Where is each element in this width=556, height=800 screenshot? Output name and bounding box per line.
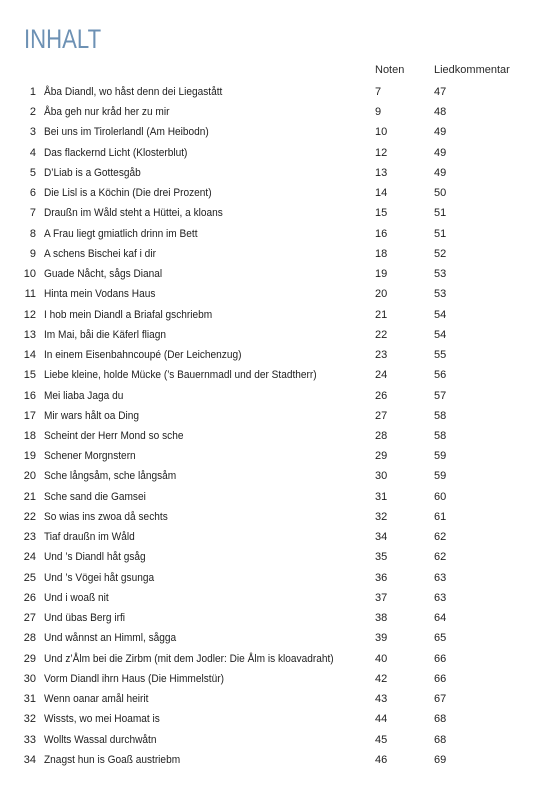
noten-page-number: 24 bbox=[375, 369, 388, 382]
entry-number: 5 bbox=[29, 166, 36, 179]
list-item bbox=[0, 365, 556, 385]
song-title-text: Wollts Wassal durchwåtn bbox=[44, 733, 157, 746]
list-item bbox=[0, 446, 556, 466]
noten-page-number: 38 bbox=[375, 612, 388, 625]
liedkommentar-page-number: 58 bbox=[434, 429, 447, 442]
noten-page-number: 15 bbox=[375, 207, 388, 220]
noten-page-number: 43 bbox=[375, 693, 388, 706]
song-title-text: Wissts, wo mei Hoamat is bbox=[44, 713, 160, 726]
noten-page-number: 40 bbox=[375, 652, 388, 665]
entry-number: 31 bbox=[23, 693, 36, 706]
liedkommentar-page-number: 59 bbox=[434, 470, 447, 483]
song-title-text: Åba Diandl, wo håst denn dei Liegastått bbox=[44, 86, 223, 98]
song-title-text: Hinta mein Vodans Haus bbox=[44, 288, 156, 301]
song-title bbox=[44, 649, 359, 669]
liedkommentar-page-number: 49 bbox=[434, 146, 447, 159]
song-title-text: Und wånnst an Himml, sågga bbox=[44, 632, 177, 645]
noten-page-number: 26 bbox=[375, 389, 388, 402]
noten-page-number: 12 bbox=[375, 146, 388, 159]
song-title bbox=[44, 244, 166, 264]
song-title-text: Und ’s Vögei håt gsunga bbox=[44, 571, 155, 584]
noten-page-number: 46 bbox=[375, 753, 388, 766]
entry-number: 28 bbox=[23, 632, 36, 645]
song-title bbox=[44, 730, 166, 750]
entry-number: 23 bbox=[23, 531, 36, 544]
noten-page-number: 35 bbox=[375, 551, 388, 564]
noten-page-number: 29 bbox=[375, 450, 388, 463]
song-title bbox=[44, 102, 180, 122]
liedkommentar-page-number: 49 bbox=[434, 166, 447, 179]
liedkommentar-page-number: 54 bbox=[434, 308, 447, 321]
liedkommentar-page-number: 68 bbox=[434, 733, 447, 746]
noten-page-number: 19 bbox=[375, 268, 388, 281]
list-item bbox=[0, 305, 556, 325]
entry-number: 17 bbox=[23, 409, 36, 422]
list-item bbox=[0, 102, 556, 122]
song-title bbox=[44, 224, 211, 244]
song-title bbox=[44, 588, 114, 608]
liedkommentar-page-number: 67 bbox=[434, 693, 447, 706]
entry-number: 8 bbox=[29, 227, 36, 240]
song-title bbox=[44, 709, 170, 729]
song-title bbox=[44, 82, 238, 102]
noten-page-number: 20 bbox=[375, 288, 388, 301]
liedkommentar-page-number: 69 bbox=[434, 753, 447, 766]
song-title-text: Und i woaß nit bbox=[44, 591, 109, 604]
liedkommentar-page-number: 57 bbox=[434, 389, 447, 402]
song-title-text: Und z’Ålm bei die Zirbm (mit dem Jodler: Die Ålm is kloavadraht) bbox=[44, 652, 334, 665]
list-item bbox=[0, 628, 556, 648]
list-item bbox=[0, 547, 556, 567]
noten-page-number: 32 bbox=[375, 510, 388, 523]
liedkommentar-page-number: 65 bbox=[434, 632, 447, 645]
liedkommentar-page-number: 54 bbox=[434, 328, 447, 341]
song-title-text: Und ’s Diandl håt gsåg bbox=[44, 551, 146, 564]
entry-number: 10 bbox=[23, 268, 36, 281]
liedkommentar-page-number: 62 bbox=[434, 531, 447, 544]
list-item bbox=[0, 649, 556, 669]
entry-number: 32 bbox=[23, 713, 36, 726]
liedkommentar-page-number: 68 bbox=[434, 713, 447, 726]
liedkommentar-page-number: 64 bbox=[434, 612, 447, 625]
song-title bbox=[44, 547, 154, 567]
song-title-text: Guade Nåcht, sågs Dianal bbox=[44, 268, 163, 281]
list-item bbox=[0, 203, 556, 223]
song-title-text: Im Mai, båi die Käferl fliagn bbox=[44, 328, 167, 341]
song-title-text: Schener Morgnstern bbox=[44, 450, 136, 463]
noten-page-number: 36 bbox=[375, 571, 388, 584]
noten-page-number: 27 bbox=[375, 409, 388, 422]
liedkommentar-page-number: 66 bbox=[434, 672, 447, 685]
song-title-text: Sche långsåm, sche långsåm bbox=[44, 470, 177, 483]
song-title bbox=[44, 689, 158, 709]
song-title bbox=[44, 669, 240, 689]
song-title bbox=[44, 264, 172, 284]
noten-page-number: 9 bbox=[375, 106, 382, 119]
song-title bbox=[44, 203, 238, 223]
list-item bbox=[0, 406, 556, 426]
entry-number: 22 bbox=[23, 510, 36, 523]
song-title-text: So wias ins zwoa då sechts bbox=[44, 510, 168, 523]
song-title bbox=[44, 143, 200, 163]
entry-number: 18 bbox=[23, 429, 36, 442]
entry-number: 7 bbox=[29, 207, 36, 220]
liedkommentar-page-number: 50 bbox=[434, 187, 447, 200]
entry-number: 19 bbox=[23, 450, 36, 463]
song-title-text: Liebe kleine, holde Mücke (’s Bauernmadl und der Stadtherr) bbox=[44, 369, 317, 382]
song-title bbox=[44, 406, 147, 426]
liedkommentar-page-number: 52 bbox=[434, 247, 447, 260]
song-title bbox=[44, 750, 192, 770]
song-title-text: Und übas Berg irfi bbox=[44, 612, 126, 625]
song-title-text: Mir wars hålt oa Ding bbox=[44, 409, 140, 422]
liedkommentar-page-number: 58 bbox=[434, 409, 447, 422]
noten-page-number: 14 bbox=[375, 187, 388, 200]
entry-number: 33 bbox=[23, 733, 36, 746]
song-title-text: Åba geh nur kråd her zu mir bbox=[44, 106, 170, 119]
entry-number: 16 bbox=[23, 389, 36, 402]
song-title-text: Das flackernd Licht (Klosterblut) bbox=[44, 146, 188, 159]
song-title-text: Sche sand die Gamsei bbox=[44, 490, 146, 503]
list-item bbox=[0, 487, 556, 507]
noten-page-number: 34 bbox=[375, 531, 388, 544]
song-title bbox=[44, 365, 340, 385]
song-title bbox=[44, 628, 188, 648]
noten-page-number: 28 bbox=[375, 429, 388, 442]
entry-number: 9 bbox=[29, 247, 36, 260]
noten-page-number: 39 bbox=[375, 632, 388, 645]
entry-number: 25 bbox=[23, 571, 36, 584]
song-title bbox=[44, 446, 144, 466]
song-title-text: D’Liab is a Gottesgåb bbox=[44, 166, 141, 179]
noten-page-number: 16 bbox=[375, 227, 388, 240]
list-item bbox=[0, 122, 556, 142]
song-title bbox=[44, 466, 188, 486]
noten-page-number: 13 bbox=[375, 166, 388, 179]
entry-number: 27 bbox=[23, 612, 36, 625]
song-title-text: Znagst hun is Goaß austriebm bbox=[44, 753, 181, 766]
song-title bbox=[44, 487, 155, 507]
entry-number: 34 bbox=[23, 753, 36, 766]
list-item bbox=[0, 568, 556, 588]
entry-number: 12 bbox=[23, 308, 36, 321]
list-item bbox=[0, 143, 556, 163]
entry-number: 13 bbox=[23, 328, 36, 341]
list-item bbox=[0, 284, 556, 304]
entry-number: 4 bbox=[29, 146, 36, 159]
liedkommentar-page-number: 62 bbox=[434, 551, 447, 564]
song-title-text: Die Lisl is a Köchin (Die drei Prozent) bbox=[44, 187, 212, 200]
page-title: INHALT bbox=[24, 24, 102, 54]
list-item bbox=[0, 507, 556, 527]
song-title-text: I hob mein Diandl a Briafal gschriebm bbox=[44, 308, 213, 321]
noten-page-number: 42 bbox=[375, 672, 388, 685]
song-title bbox=[44, 386, 130, 406]
liedkommentar-page-number: 51 bbox=[434, 227, 447, 240]
list-item bbox=[0, 82, 556, 102]
list-item bbox=[0, 608, 556, 628]
list-item bbox=[0, 325, 556, 345]
song-title bbox=[44, 568, 164, 588]
list-item bbox=[0, 163, 556, 183]
liedkommentar-page-number: 60 bbox=[434, 490, 447, 503]
liedkommentar-page-number: 53 bbox=[434, 288, 447, 301]
list-item bbox=[0, 527, 556, 547]
list-item bbox=[0, 345, 556, 365]
entry-number: 21 bbox=[23, 490, 36, 503]
song-title-text: Scheint der Herr Mond so sche bbox=[44, 429, 184, 442]
song-title-text: Wenn oanar amål heirit bbox=[44, 693, 149, 706]
entry-number: 20 bbox=[23, 470, 36, 483]
entry-number: 29 bbox=[23, 652, 36, 665]
entry-number: 3 bbox=[29, 126, 36, 139]
list-item bbox=[0, 244, 556, 264]
song-title-text: Mei liaba Jaga du bbox=[44, 389, 124, 402]
entry-number: 6 bbox=[29, 187, 36, 200]
song-title bbox=[44, 305, 227, 325]
column-header-noten: Noten bbox=[375, 64, 405, 76]
song-title bbox=[44, 284, 165, 304]
list-item bbox=[0, 689, 556, 709]
entry-number: 1 bbox=[29, 86, 36, 98]
entry-number: 14 bbox=[23, 349, 36, 362]
song-title bbox=[44, 163, 149, 183]
liedkommentar-page-number: 63 bbox=[434, 591, 447, 604]
noten-page-number: 37 bbox=[375, 591, 388, 604]
entry-number: 26 bbox=[23, 591, 36, 604]
liedkommentar-page-number: 66 bbox=[434, 652, 447, 665]
song-title bbox=[44, 325, 177, 345]
entry-number: 2 bbox=[29, 106, 36, 119]
noten-page-number: 7 bbox=[375, 86, 382, 98]
song-title-text: A schens Bischei kaf i dir bbox=[44, 247, 156, 260]
song-title bbox=[44, 122, 223, 142]
noten-page-number: 10 bbox=[375, 126, 388, 139]
entry-number: 30 bbox=[23, 672, 36, 685]
liedkommentar-page-number: 48 bbox=[434, 106, 447, 119]
liedkommentar-page-number: 49 bbox=[434, 126, 447, 139]
list-item bbox=[0, 426, 556, 446]
liedkommentar-page-number: 61 bbox=[434, 510, 447, 523]
list-item bbox=[0, 750, 556, 770]
song-title-text: Tiaf draußn im Wåld bbox=[44, 531, 135, 544]
noten-page-number: 30 bbox=[375, 470, 388, 483]
liedkommentar-page-number: 59 bbox=[434, 450, 447, 463]
list-item bbox=[0, 730, 556, 750]
column-header-liedkommentar: Liedkommentar bbox=[434, 64, 510, 76]
song-title bbox=[44, 426, 196, 446]
song-title-text: Vorm Diandl ihrn Haus (Die Himmelstür) bbox=[44, 672, 224, 685]
song-title bbox=[44, 345, 259, 365]
noten-page-number: 31 bbox=[375, 490, 388, 503]
song-title-text: In einem Eisenbahncoupé (Der Leichenzug) bbox=[44, 349, 242, 362]
entry-number: 15 bbox=[23, 369, 36, 382]
liedkommentar-page-number: 53 bbox=[434, 268, 447, 281]
noten-page-number: 21 bbox=[375, 308, 388, 321]
noten-page-number: 44 bbox=[375, 713, 388, 726]
list-item bbox=[0, 709, 556, 729]
noten-page-number: 45 bbox=[375, 733, 388, 746]
noten-page-number: 23 bbox=[375, 349, 388, 362]
liedkommentar-page-number: 51 bbox=[434, 207, 447, 220]
list-item bbox=[0, 264, 556, 284]
list-item bbox=[0, 466, 556, 486]
list-item bbox=[0, 669, 556, 689]
song-title-text: A Frau liegt gmiatlich drinn im Bett bbox=[44, 227, 198, 240]
liedkommentar-page-number: 63 bbox=[434, 571, 447, 584]
entry-number: 11 bbox=[24, 288, 36, 301]
song-title bbox=[44, 183, 226, 203]
song-title bbox=[44, 527, 143, 547]
contents-list bbox=[0, 82, 556, 770]
list-item bbox=[0, 386, 556, 406]
liedkommentar-page-number: 55 bbox=[434, 349, 447, 362]
list-item bbox=[0, 224, 556, 244]
liedkommentar-page-number: 56 bbox=[434, 369, 447, 382]
entry-number: 24 bbox=[23, 551, 36, 564]
list-item bbox=[0, 183, 556, 203]
song-title-text: Draußn im Wåld steht a Hüttei, a kloans bbox=[44, 207, 223, 220]
list-item bbox=[0, 588, 556, 608]
liedkommentar-page-number: 47 bbox=[434, 86, 447, 98]
song-title bbox=[44, 608, 132, 628]
noten-page-number: 18 bbox=[375, 247, 388, 260]
noten-page-number: 22 bbox=[375, 328, 388, 341]
song-title bbox=[44, 507, 179, 527]
song-title-text: Bei uns im Tirolerlandl (Am Heibodn) bbox=[44, 126, 209, 139]
